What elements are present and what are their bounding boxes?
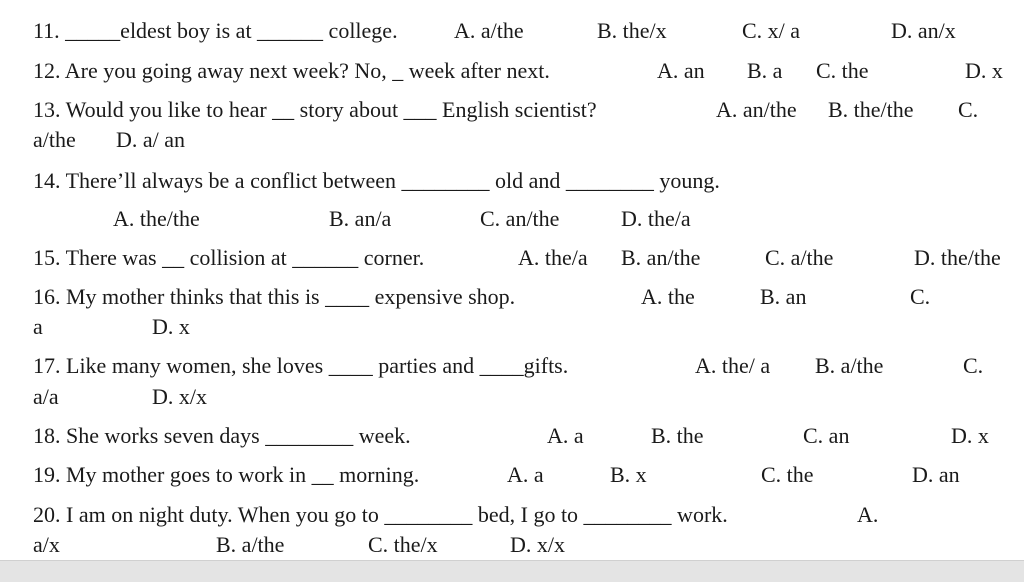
question-16-option-a: A. the — [641, 284, 695, 309]
question-17-stem: 17. Like many women, she loves ____ parties and ____gifts. — [33, 353, 569, 378]
question-19-stem: 19. My mother goes to work in __ morning. — [33, 462, 420, 487]
question-18-option-d: D. x — [951, 423, 989, 448]
question-20-option-a-label: A. — [857, 502, 879, 527]
question-19-option-d: D. an — [912, 462, 960, 487]
question-14-option-d: D. the/a — [621, 206, 691, 231]
question-17-option-d: D. x/x — [152, 384, 207, 409]
bottom-bar — [0, 560, 1024, 582]
question-13-option-d: D. a/ an — [116, 127, 186, 152]
question-17-option-a: A. the/ a — [695, 353, 771, 378]
question-12-option-a: A. an — [657, 58, 705, 83]
question-12-stem: 12. Are you going away next week? No, _ week after next. — [33, 58, 550, 83]
question-20-option-c: C. the/x — [368, 532, 438, 557]
question-13-option-c-text: a/the — [33, 127, 76, 152]
question-19-option-a: A. a — [507, 462, 544, 487]
question-13-option-a: A. an/the — [716, 97, 797, 122]
question-19-option-c: C. the — [761, 462, 814, 487]
question-11-option-d: D. an/x — [891, 18, 956, 43]
question-11-option-a: A. a/the — [454, 18, 524, 43]
question-14-option-a: A. the/the — [113, 206, 200, 231]
question-15-stem: 15. There was __ collision at ______ corner. — [33, 245, 425, 270]
question-17-option-b: B. a/the — [815, 353, 884, 378]
question-16-option-d: D. x — [152, 314, 190, 339]
question-14-option-c: C. an/the — [480, 206, 560, 231]
question-20-option-b: B. a/the — [216, 532, 285, 557]
question-20-option-d: D. x/x — [510, 532, 565, 557]
question-13-option-b: B. the/the — [828, 97, 914, 122]
question-15-option-a: A. the/a — [518, 245, 588, 270]
question-18-stem: 18. She works seven days ________ week. — [33, 423, 411, 448]
question-12-option-b: B. a — [747, 58, 783, 83]
question-20-option-a-text: a/x — [33, 532, 60, 557]
question-16-option-b: B. an — [760, 284, 807, 309]
question-11-option-c: C. x/ a — [742, 18, 801, 43]
question-12-option-d: D. x — [965, 58, 1003, 83]
question-14-option-b: B. an/a — [329, 206, 392, 231]
question-11-stem: 11. _____eldest boy is at ______ college. — [33, 18, 398, 43]
question-15-option-b: B. an/the — [621, 245, 701, 270]
question-16-stem: 16. My mother thinks that this is ____ expensive shop. — [33, 284, 516, 309]
question-18-option-b: B. the — [651, 423, 704, 448]
question-11-option-b: B. the/x — [597, 18, 667, 43]
question-13-stem: 13. Would you like to hear __ story about ___ English scientist? — [33, 97, 597, 122]
question-17-option-c-label: C. — [963, 353, 984, 378]
question-15-option-c: C. a/the — [765, 245, 834, 270]
question-16-option-c-text: a — [33, 314, 43, 339]
question-16-option-c-label: C. — [910, 284, 931, 309]
question-18-option-c: C. an — [803, 423, 850, 448]
question-19-option-b: B. x — [610, 462, 647, 487]
question-12-option-c: C. the — [816, 58, 869, 83]
question-20-stem: 20. I am on night duty. When you go to ________ bed, I go to ________ work. — [33, 502, 728, 527]
question-15-option-d: D. the/the — [914, 245, 1001, 270]
question-18-option-a: A. a — [547, 423, 584, 448]
question-17-option-c-text: a/a — [33, 384, 59, 409]
question-13-option-c-label: C. — [958, 97, 979, 122]
question-14-stem: 14. There’ll always be a conflict between ________ old and ________ young. — [33, 168, 720, 193]
